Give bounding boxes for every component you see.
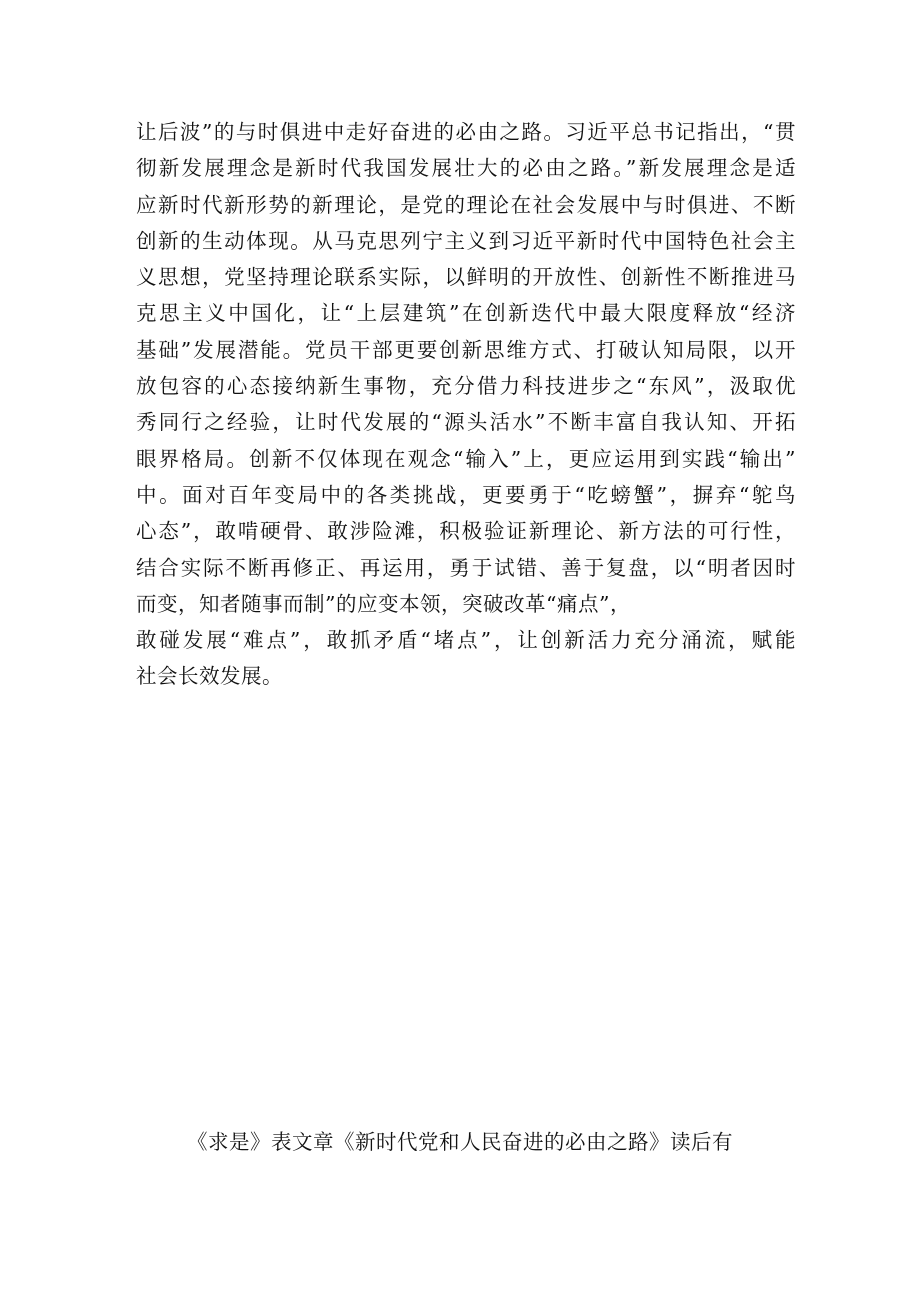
text-line: 社会长效发展。 (136, 664, 283, 689)
text-line: 心态”，敢啃硬骨、敢涉险滩，积极验证新理论、新方法的可行性， (136, 519, 796, 544)
text-line: 敢碰发展“难点”，敢抓矛盾“堵点”，让创新活力充分涌流，赋能 (136, 628, 796, 653)
text-line: 让后波”的与时俱进中走好奋进的必由之路。习近平总书记指出，“贯 (136, 120, 796, 144)
text-line: 中。面对百年变局中的各类挑战，更要勇于“吃螃蟹”，摒弃“鸵鸟 (136, 482, 796, 507)
text-line: 秀同行之经验，让时代发展的“源头活水”不断丰富自我认知、开拓 (136, 410, 796, 435)
text-line: 创新的生动体现。从马克思列宁主义到习近平新时代中国特色社会主 (136, 228, 796, 253)
text-line: 基础”发展潜能。党员干部更要创新思维方式、打破认知局限，以开 (136, 337, 796, 362)
text-line: 而变，知者随事而制”的应变本领，突破改革“痛点”， (136, 591, 631, 616)
text-line: 眼界格局。创新不仅体现在观念“输入”上，更应运用到实践“输出” (136, 446, 796, 471)
text-line: 彻新发展理念是新时代我国发展壮大的必由之路。”新发展理念是适 (136, 156, 796, 181)
text-line: 义思想，党坚持理论联系实际，以鲜明的开放性、创新性不断推进马 (136, 265, 796, 290)
text-line: 克思主义中国化，让“上层建筑”在创新迭代中最大限度释放“经济 (136, 301, 796, 326)
text-line: 结合实际不断再修正、再运用，勇于试错、善于复盘，以“明者因时 (136, 555, 796, 580)
text-line: 应新时代新形势的新理论，是党的理论在社会发展中与时俱进、不断 (136, 192, 796, 217)
article-title: 《求是》表文章《新时代党和人民奋进的必由之路》读后有 (187, 1130, 733, 1154)
text-line: 放包容的心态接纳新生事物，充分借力科技进步之“东风”，汲取优 (136, 374, 796, 399)
body-paragraph (136, 114, 796, 695)
